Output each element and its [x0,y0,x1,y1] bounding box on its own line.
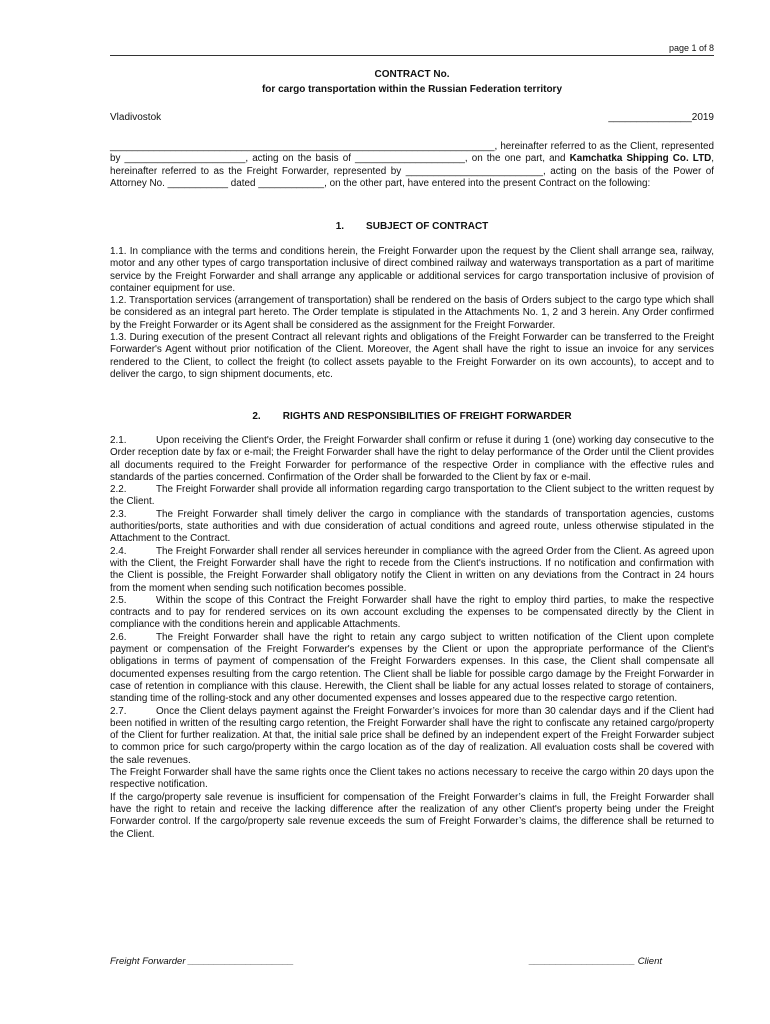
footer-client-signature: ____________________ Client [529,956,662,967]
clause-2-5 [110,595,714,632]
page-number: page 1 of 8 [668,43,714,53]
clause-2-4 [110,546,714,595]
contract-title: CONTRACT No. [374,69,450,80]
preamble-text-1: ______________________________________________________________________, hereinafter referred to as the Client, represented by ______________________, acting on the basis of ____________________, on the one part, and [110,141,714,165]
contract-place: Vladivostok [110,112,162,123]
clause-2-7 [110,706,714,767]
contract-date: _______________2019 [608,112,714,123]
clause-2-2 [110,484,714,509]
section-2-number: 2. [252,411,261,422]
clause-number: 2.1. [110,435,127,446]
section-2-title: RIGHTS AND RESPONSIBILITIES OF FREIGHT FORWARDER [282,411,572,422]
company-name: Kamchatka Shipping Co. LTD [569,153,712,165]
clause-text: Within the scope of this Contract the Freight Forwarder shall have the right to employ third parties, to make the respective contracts and to pay for rendered services on its own account excluding the expenses to be compensated directly by the Client in compliance with the conditions herein and applicable Attachments. [110,594,714,631]
page-header [110,43,714,56]
clause-text: Upon receiving the Client's Order, the Freight Forwarder shall confirm or refuse it during 1 (one) working day consecutive to the Order reception date by fax or e-mail; the Freight Forwarder shall have the right to delay performance of the Order until the Client provides all documents required to the Freight Forwarder for performance of the respective Order in compliance with the effective rules and standards of the parties concerned. Confirmation of the Order shall be forwarded to the Client by fax or e-mail. [110,435,714,483]
clause-number: 2.2. [110,484,127,496]
preamble [110,141,714,190]
clause-text: The Freight Forwarder shall provide all information regarding cargo transportation to the Client subject to the written request by the Client. [110,484,714,508]
section-1-body [110,246,714,381]
clause-1-2: 1.2. Transportation services (arrangement of transportation) shall be rendered on the basis of Orders subject to the cargo type which shall be considered as an integral part hereto. The Order template is stipulated in the Attachments No. 1, 2 and 3 herein. Any Order confirmed by the Freight Forwarder or its Agent shall be considered as the assignment for the Freight Forwarder. [110,295,714,331]
section-1-title: SUBJECT OF CONTRACT [366,221,489,232]
clause-text: The Freight Forwarder shall have the right to retain any cargo subject to written notification of the Client upon complete payment or compensation of the Freight Forwarder's expenses by the Client or upon the appropriate performance of the Client's obligations in terms of payment of compensation of the Freight Forwarders expenses. In this case, the Client shall compensate all documented expenses resulting from the cargo retention. The Client shall be liable for possible cargo damage by the Freight Forwarder in case of retention in compliance with this clause. Herewith, the Client shall be liable for any actual losses related to storage of containers, standing time of the rolling-stock and any other documented expenses and losses appeared due to the respective cargo retention. [110,631,714,705]
clause-1-3: 1.3. During execution of the present Contract all relevant rights and obligations of the Freight Forwarder can be transferred to the Freight Forwarder's Agent without prior notification of the Client. Moreover, the Agent shall have the right to issue an invoice for any services rendered to the Client, to collect the freight (to collect assets payable to the Freight Forwarder on its own accounts), to accept and to deliver the cargo, to sign shipment documents, etc. [110,332,714,380]
clause-text: The Freight Forwarder shall timely deliver the cargo in compliance with the standards of transportation agencies, customs authorities/ports, state authorities and with due consideration of actual conditions and agreed route, unless otherwise stipulated in the Attachment to the Contract. [110,508,714,545]
section-2-body [110,435,714,841]
clause-text: The Freight Forwarder shall render all services hereunder in compliance with the agreed Order from the Client. As agreed upon with the Client, the Freight Forwarder shall have the right to recede from the Client's instructions. If no notification and confirmation with the Client is possible, the Freight Forwarder shall obligatory notify the Client in written on any deviations from the Contract in 24 hours from the moment when sending such notification becomes possible. [110,545,714,594]
clause-number: 2.3. [110,508,127,520]
clause-1-1: 1.1. In compliance with the terms and conditions herein, the Freight Forwarder upon the request by the Client shall arrange sea, railway, motor and any other types of cargo transportation inclusive of direct combined railway and waterways transportation as a part of maritime service by the Freight Forwarder and shall arrange any applicable or additional services for cargo transportation inclusive of provision of container equipment for use. [110,246,714,294]
contract-subtitle: for cargo transportation within the Russian Federation territory [261,84,563,95]
preamble-text-2: , hereinafter referred to as the Freight Forwarder, represented by _________________________, acting on the basis of the Power of Attorney No. ___________ dated ____________, on the other part, have entered into the present Contract on the following: [110,153,714,189]
clause-text: Once the Client delays payment against the Freight Forwarder’s invoices for more than 30 calendar days and if the Client had been notified in written of the resulting cargo retention, the Freight Forwarder shall have the right to confiscate any retained cargo/property of the Client for further realization. At that, the initial sale price shall be defined by an independent expert of the Freight Forwarder subject to common price for such cargo/property within the cargo location as of the day of realization. All evaluation costs shall be covered with the sale revenues. [110,705,714,766]
clause-number: 2.6. [110,631,127,643]
clause-number: 2.4. [110,545,127,557]
clause-2-6 [110,632,714,706]
clause-2-3 [110,509,714,546]
clause-2-1 [110,435,714,484]
clause-2-7-extra-1: The Freight Forwarder shall have the same rights once the Client takes no actions necessary to receive the cargo within 20 days upon the respective notification. [110,767,714,791]
section-1-heading [110,221,714,232]
clause-number: 2.5. [110,594,127,606]
section-2-heading [110,411,714,422]
clause-number: 2.7. [110,705,127,717]
section-1-number: 1. [335,221,345,232]
footer-freight-forwarder-signature: Freight Forwarder ____________________ [110,956,294,967]
clause-2-7-extra-2: If the cargo/property sale revenue is insufficient for compensation of the Freight Forwarder’s claims in full, the Freight Forwarder shall have the right to retain and receive the lacking difference after the realization of any other Client's property being under the Freight Forwarder control. If the cargo/property sale revenue exceeds the sum of Freight Forwarder’s claims, the difference shall be returned to the Client. [110,791,714,840]
